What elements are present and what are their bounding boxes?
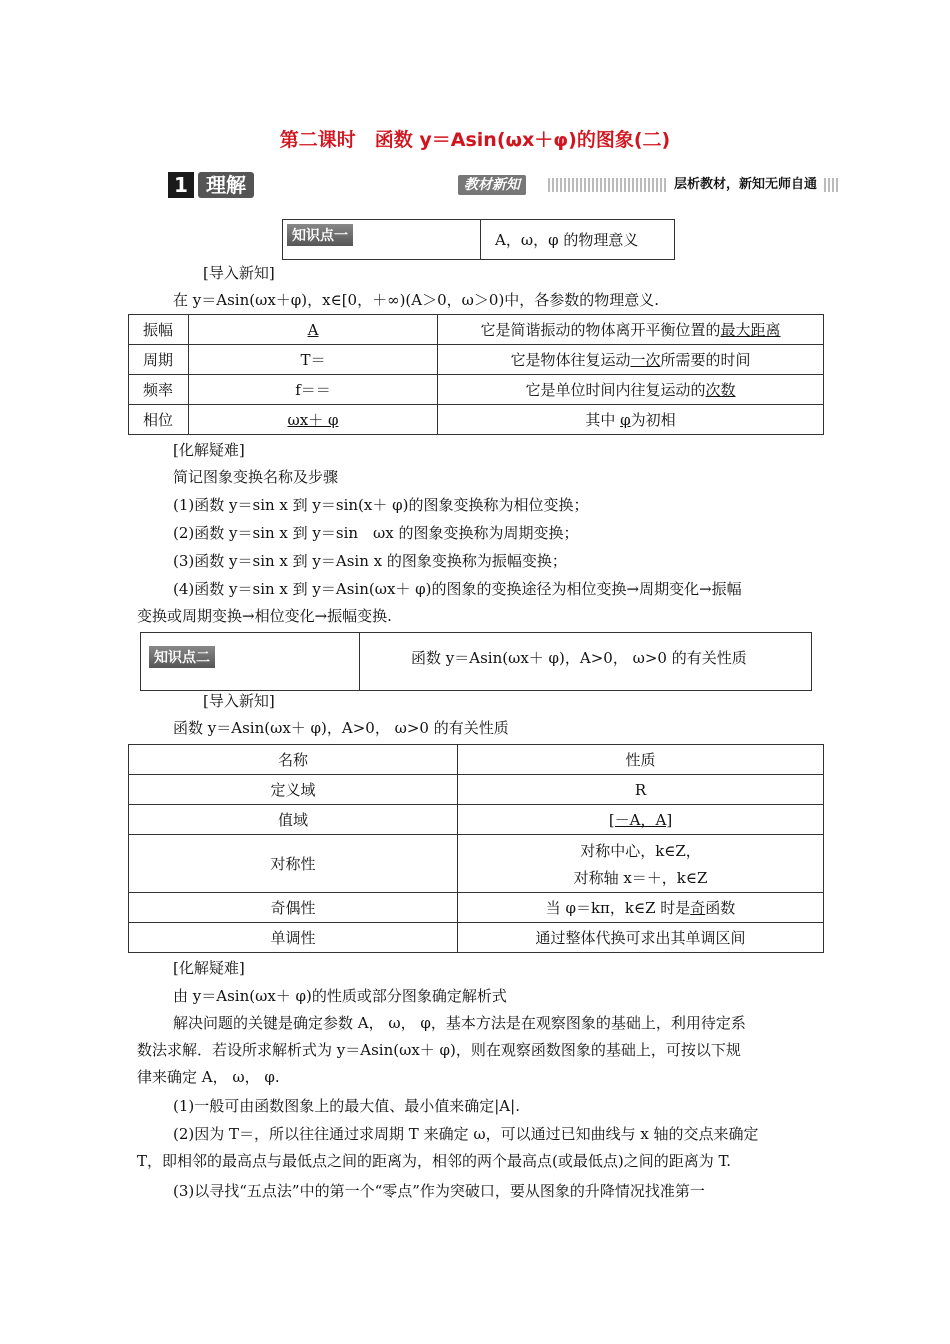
section-motto: 层析教材，新知无师自通 [668,175,823,195]
step-4-cont: 变换或周期变换→相位变化→振幅变换. [137,607,392,625]
t2-cell-value: [－A，A] [608,811,673,829]
t2-cell-value: 通过整体代换可求出其单调区间 [458,923,824,953]
section-banner [168,172,840,198]
para-1-line-2: 数法求解．若设所求解析式为 y＝Asin(ωx＋ φ)，则在观察函数图象的基础上，可按以下规 [137,1041,741,1059]
para-2: (1)一般可由函数图象上的最大值、最小值来确定|A|. [173,1097,520,1115]
para-1-line-3: 律来确定 A， ω， φ. [137,1068,280,1086]
knowledge-point-1 [282,219,675,260]
t2-cell-value: 对称中心，k∈Z， [580,841,701,860]
page-title: 第二课时 函数 y＝Asin(ωx＋φ)的图象(二) [279,129,671,151]
t1-desc-key: φ [620,411,631,429]
t1-param-name: 周期 [129,345,189,375]
t1-row [129,405,824,435]
kp2-tag: 知识点二 [149,646,215,668]
t2-cell-name: 单调性 [129,923,458,953]
section-tag: 教材新知 [458,175,526,195]
para-3-line-1: (2)因为 T＝，所以往往通过求周期 T 来确定 ω，可以通过已知曲线与 x 轴的交点来确定 [173,1125,759,1143]
t2-cell-name: 定义域 [129,775,458,805]
t2-header-prop: 性质 [458,745,824,775]
t2-value-key: 奇 [690,899,706,917]
t2-cell-name: 奇偶性 [129,893,458,923]
intro-1: [导入新知] [203,264,275,282]
t1-desc-post: 所需要的时间 [660,351,751,369]
steps-title: 简记图象变换名称及步骤 [173,468,339,486]
kp1-divider [480,220,481,259]
t2-cell-name: 对称性 [129,835,458,893]
step-3: (3)函数 y＝sin x 到 y＝Asin x 的图象变换称为振幅变换； [173,552,567,570]
kp2-text: 函数 y＝Asin(ωx＋ φ)，A>0， ω>0 的有关性质 [411,649,747,667]
line-3: 由 y＝Asin(ωx＋ φ)的性质或部分图象确定解析式 [173,987,507,1005]
t1-symbol: A [307,320,319,339]
t2-header-name: 名称 [129,745,458,775]
t1-row [129,375,824,405]
t2-value-pre: 当 φ＝kπ，k∈Z 时是 [545,899,691,917]
t2-cell-name: 值域 [129,805,458,835]
resolve-2: [化解疑难] [173,959,245,977]
t1-desc-key: 次数 [705,381,736,399]
t1-symbol: T＝ [300,351,326,369]
t1-desc-pre: 它是物体往复运动 [510,351,631,369]
t2-cell-value: R [458,775,824,805]
t1-desc-key: 最大距离 [720,321,781,339]
step-2: (2)函数 y＝sin x 到 y＝sin ωx 的图象变换称为周期变换； [173,524,579,542]
t1-desc-pre: 它是单位时间内往复运动的 [525,381,706,399]
t1-desc-pre: 它是简谐振动的物体离开平衡位置的 [480,321,721,339]
para-3-line-2: T，即相邻的最高点与最低点之间的距离为，相邻的两个最高点(或最低点)之间的距离为 T. [137,1152,732,1170]
step-1: (1)函数 y＝sin x 到 y＝sin(x＋ φ)的图象变换称为相位变换； [173,496,589,514]
t1-symbol: f＝＝ [295,381,331,399]
t1-param-name: 振幅 [129,315,189,345]
t1-symbol: ωx＋ φ [287,411,339,429]
t2-value-post: 函数 [705,899,736,917]
t1-desc-pre: 其中 [585,411,621,429]
table-properties [128,744,824,953]
intro-2: [导入新知] [203,692,275,710]
step-4: (4)函数 y＝sin x 到 y＝Asin(ωx＋ φ)的图象的变换途径为相位变换→周期变化→振幅 [173,580,742,598]
para-4: (3)以寻找“五点法”中的第一个“零点”作为突破口，要从图象的升降情况找准第一 [173,1182,705,1200]
t1-row [129,345,824,375]
para-1-line-1: 解决问题的关键是确定参数 A， ω， φ，基本方法是在观察图象的基础上，利用待定系 [173,1014,746,1032]
t2-cell-value-2: 对称轴 x＝＋，k∈Z [573,868,708,887]
section-word: 理解 [198,172,254,198]
line-1: 在 y＝Asin(ωx＋φ)，x∈[0，＋∞)(A＞0，ω＞0)中，各参数的物理意义. [173,291,660,309]
section-number: 1 [168,172,194,198]
t1-desc-key: 一次 [630,351,661,369]
kp1-tag: 知识点一 [287,224,353,246]
knowledge-point-2 [140,632,812,691]
kp1-text: A，ω，φ 的物理意义 [495,231,639,249]
t1-param-name: 相位 [129,405,189,435]
resolve-1: [化解疑难] [173,441,245,459]
kp2-divider [359,633,360,690]
line-2: 函数 y＝Asin(ωx＋ φ)，A>0， ω>0 的有关性质 [173,719,509,737]
t1-row [129,315,824,345]
t1-param-name: 频率 [129,375,189,405]
table-physical-meaning [128,314,824,435]
t1-desc-post: 为初相 [630,411,676,429]
